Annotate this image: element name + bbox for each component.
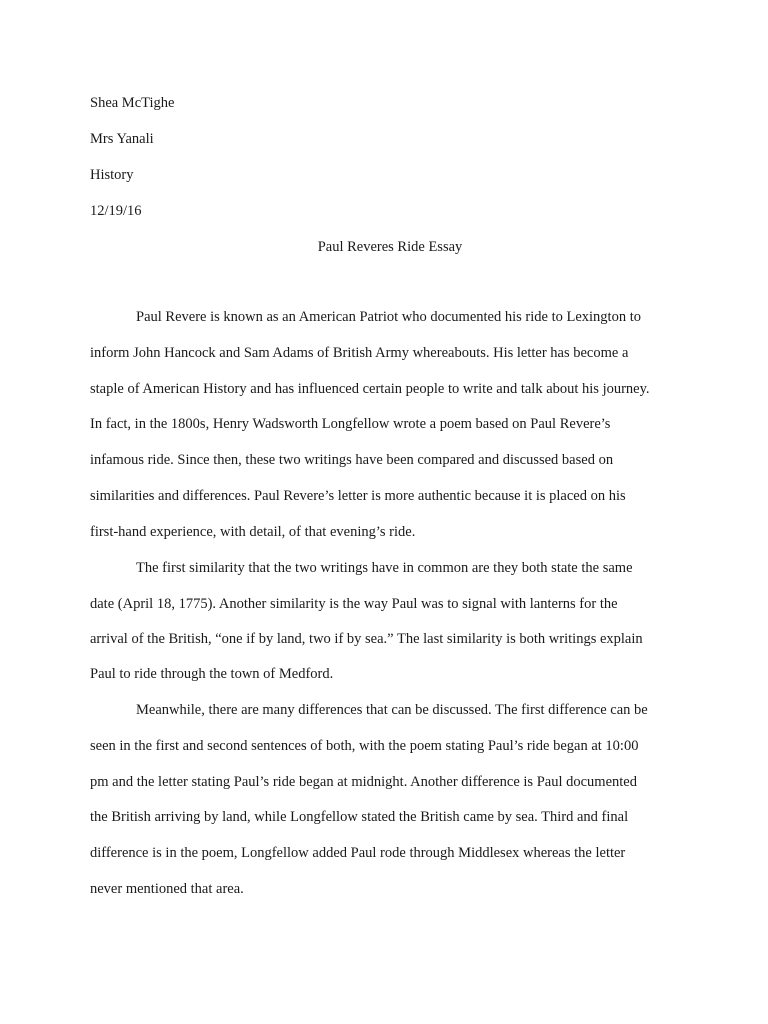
subject-name: History (90, 167, 134, 183)
student-name: Shea McTighe (90, 95, 175, 111)
paragraph-line: In fact, in the 1800s, Henry Wadsworth Longfellow wrote a poem based on Paul Revere’s (90, 416, 611, 432)
teacher-name: Mrs Yanali (90, 131, 154, 147)
paragraph-line: The first similarity that the two writings have in common are they both state the same (136, 560, 633, 576)
paragraph-line: similarities and differences. Paul Revere’s letter is more authentic because it is placed on his (90, 488, 626, 504)
essay-date: 12/19/16 (90, 203, 142, 219)
paragraph-line: date (April 18, 1775). Another similarity is the way Paul was to signal with lanterns for the (90, 596, 618, 612)
paragraph-line: difference is in the poem, Longfellow added Paul rode through Middlesex whereas the letter (90, 845, 626, 861)
paragraph-line: never mentioned that area. (90, 881, 244, 897)
essay-title: Paul Reveres Ride Essay (317, 239, 463, 255)
paragraph-line: staple of American History and has influenced certain people to write and talk about his journey. (90, 381, 650, 397)
paragraph-line: first-hand experience, with detail, of that evening’s ride. (90, 524, 416, 540)
paragraph-line: infamous ride. Since then, these two writings have been compared and discussed based on (90, 452, 614, 468)
paragraph-line: inform John Hancock and Sam Adams of British Army whereabouts. His letter has become a (90, 345, 629, 361)
paragraph-line: the British arriving by land, while Longfellow stated the British came by sea. Third and final (90, 809, 629, 825)
paragraph-line: Meanwhile, there are many differences that can be discussed. The first difference can be (136, 702, 648, 718)
paragraph-line: arrival of the British, “one if by land, two if by sea.” The last similarity is both writings explain (90, 631, 643, 647)
paragraph-line: pm and the letter stating Paul’s ride began at midnight. Another difference is Paul documented (90, 774, 637, 790)
paragraph-line: Paul to ride through the town of Medford. (90, 666, 334, 682)
paragraph-line: seen in the first and second sentences of both, with the poem stating Paul’s ride began at 10:00 (90, 738, 639, 754)
paragraph-line: Paul Revere is known as an American Patriot who documented his ride to Lexington to (136, 309, 641, 325)
